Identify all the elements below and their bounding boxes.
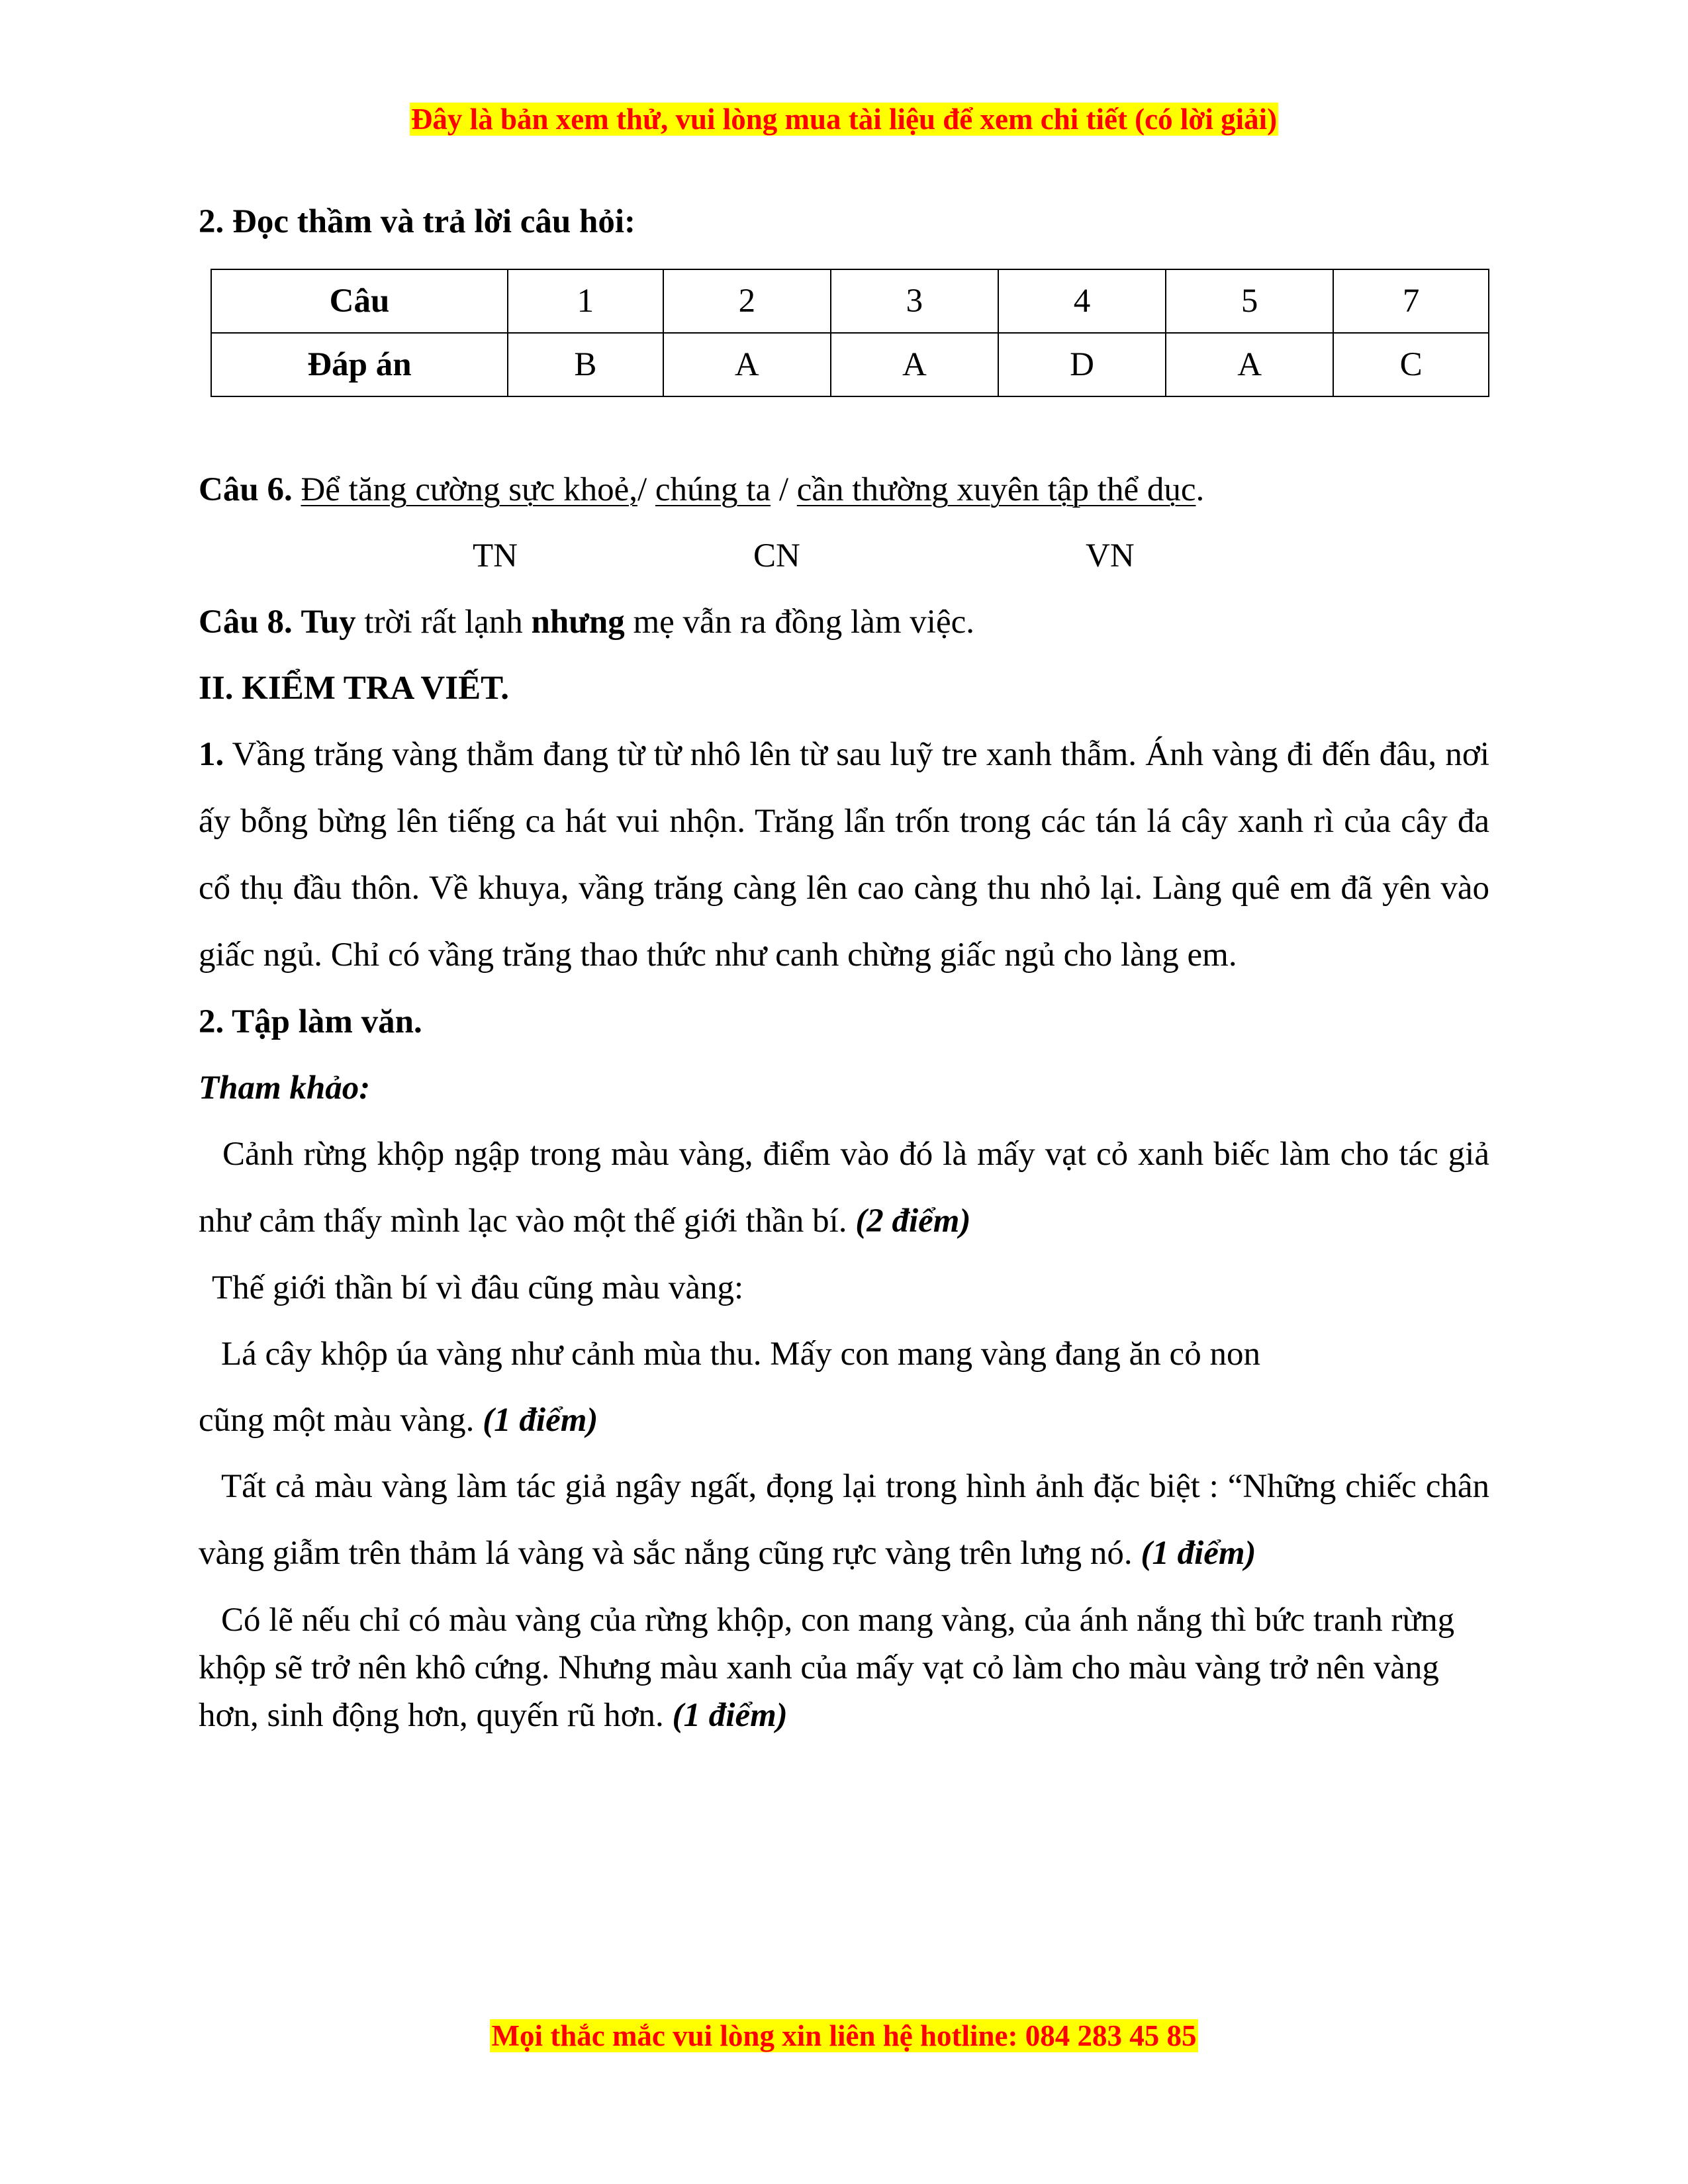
table-cell: C <box>1333 333 1489 396</box>
table-cell: D <box>998 333 1166 396</box>
composition-paragraph <box>199 1121 1489 1255</box>
separator: / <box>778 471 789 508</box>
composition-paragraph: Lá cây khộp úa vàng như cảnh mùa thu. Mấy con mang vàng đang ăn cỏ non <box>221 1336 1260 1373</box>
composition-title: 2. Tập làm văn. <box>199 1003 422 1040</box>
document-body <box>199 199 1489 1739</box>
conjunction-word: Tuy <box>301 604 356 641</box>
score-note: (2 điểm) <box>855 1203 971 1240</box>
cau6-sentence <box>199 457 1489 523</box>
tag-cn: CN <box>753 537 800 574</box>
answer-table <box>211 269 1489 397</box>
tag-vn: VN <box>1086 537 1135 574</box>
table-cell: A <box>1166 333 1333 396</box>
composition-paragraph <box>199 1453 1489 1587</box>
question-label: Câu 8. <box>199 604 293 641</box>
adverbial-phrase: Để tăng cường sực khoẻ, <box>301 471 637 508</box>
table-cell: 7 <box>1333 269 1489 333</box>
table-cell: A <box>663 333 831 396</box>
exercise-number: 1. <box>199 736 224 773</box>
writing-exercise-1 <box>199 721 1489 989</box>
reference-label: Tham khảo: <box>199 1069 371 1107</box>
part2-title: II. KIỂM TRA VIẾT. <box>199 670 510 707</box>
sentence-text: mẹ vẫn ra đồng làm việc. <box>633 604 974 641</box>
score-note: (1 điểm) <box>672 1697 788 1734</box>
table-row <box>211 333 1489 396</box>
score-note: (1 điểm) <box>483 1402 598 1439</box>
tag-tn: TN <box>473 537 518 574</box>
table-cell: A <box>831 333 998 396</box>
composition-paragraph <box>199 1387 1489 1453</box>
cau8-sentence <box>199 589 1489 655</box>
paragraph-text: Tất cả màu vàng làm tác giả ngây ngất, đọng lại trong hình ảnh đặc biệt : “Những chiếc chân vàng giẫm trên thảm lá vàng và sắc nắng cũng rực vàng trên lưng nó. <box>199 1468 1489 1572</box>
paragraph-text: Có lẽ nếu chỉ có màu vàng của rừng khộp, con mang vàng, của ánh nắng thì bức tranh rừng khộp sẽ trở nên khô cứng. Nhưng màu xanh của mấy vạt cỏ làm cho màu vàng trở nên vàng hơn, sinh động hơn, quyến rũ hơn. <box>199 1602 1455 1734</box>
table-cell: 4 <box>998 269 1166 333</box>
table-row <box>211 269 1489 333</box>
section-title: 2. Đọc thầm và trả lời câu hỏi: <box>199 203 636 240</box>
table-row-label: Câu <box>211 269 508 333</box>
separator: / <box>637 471 647 508</box>
table-row-label: Đáp án <box>211 333 508 396</box>
exercise-text: Vầng trăng vàng thẳm đang từ từ nhô lên từ sau luỹ tre xanh thẫm. Ánh vàng đi đến đâu, nơi ấy bỗng bừng lên tiếng ca hát vui nhộn. Trăng lẩn trốn trong các tán lá cây xanh rì của cây đa cổ thụ đầu thôn. Về khuya, vầng trăng càng lên cao càng thu nhỏ lại. Làng quê em đã yên vào giấc ngủ. Chỉ có vầng trăng thao thức như canh chừng giấc ngủ cho làng em. <box>199 736 1489 974</box>
conjunction-word: nhưng <box>531 604 625 641</box>
sentence-end: . <box>1196 471 1205 508</box>
paragraph-text: cũng một màu vàng. <box>199 1402 475 1439</box>
composition-paragraph: Thế giới thần bí vì đâu cũng màu vàng: <box>212 1269 744 1306</box>
score-note: (1 điểm) <box>1141 1535 1256 1572</box>
subject-phrase: chúng ta <box>655 471 771 508</box>
hotline-banner <box>0 2017 1688 2054</box>
grammar-tags <box>199 523 1489 589</box>
preview-notice-banner <box>0 101 1688 138</box>
table-cell: 3 <box>831 269 998 333</box>
paragraph-text: Cảnh rừng khộp ngập trong màu vàng, điểm vào đó là mấy vạt cỏ xanh biếc làm cho tác giả như cảm thấy mình lạc vào một thế giới thần bí. <box>199 1136 1489 1240</box>
table-cell: 2 <box>663 269 831 333</box>
sentence-text: trời rất lạnh <box>364 604 523 641</box>
composition-paragraph <box>199 1596 1489 1739</box>
hotline-text: Mọi thắc mắc vui lòng xin liên hệ hotline: 084 283 45 85 <box>491 2019 1197 2052</box>
preview-notice-text: Đây là bản xem thử, vui lòng mua tài liệu để xem chi tiết (có lời giải) <box>410 103 1278 136</box>
predicate-phrase: cần thường xuyên tập thể dục <box>796 471 1196 508</box>
question-label: Câu 6. <box>199 471 293 508</box>
table-cell: 5 <box>1166 269 1333 333</box>
table-cell: 1 <box>508 269 663 333</box>
table-cell: B <box>508 333 663 396</box>
